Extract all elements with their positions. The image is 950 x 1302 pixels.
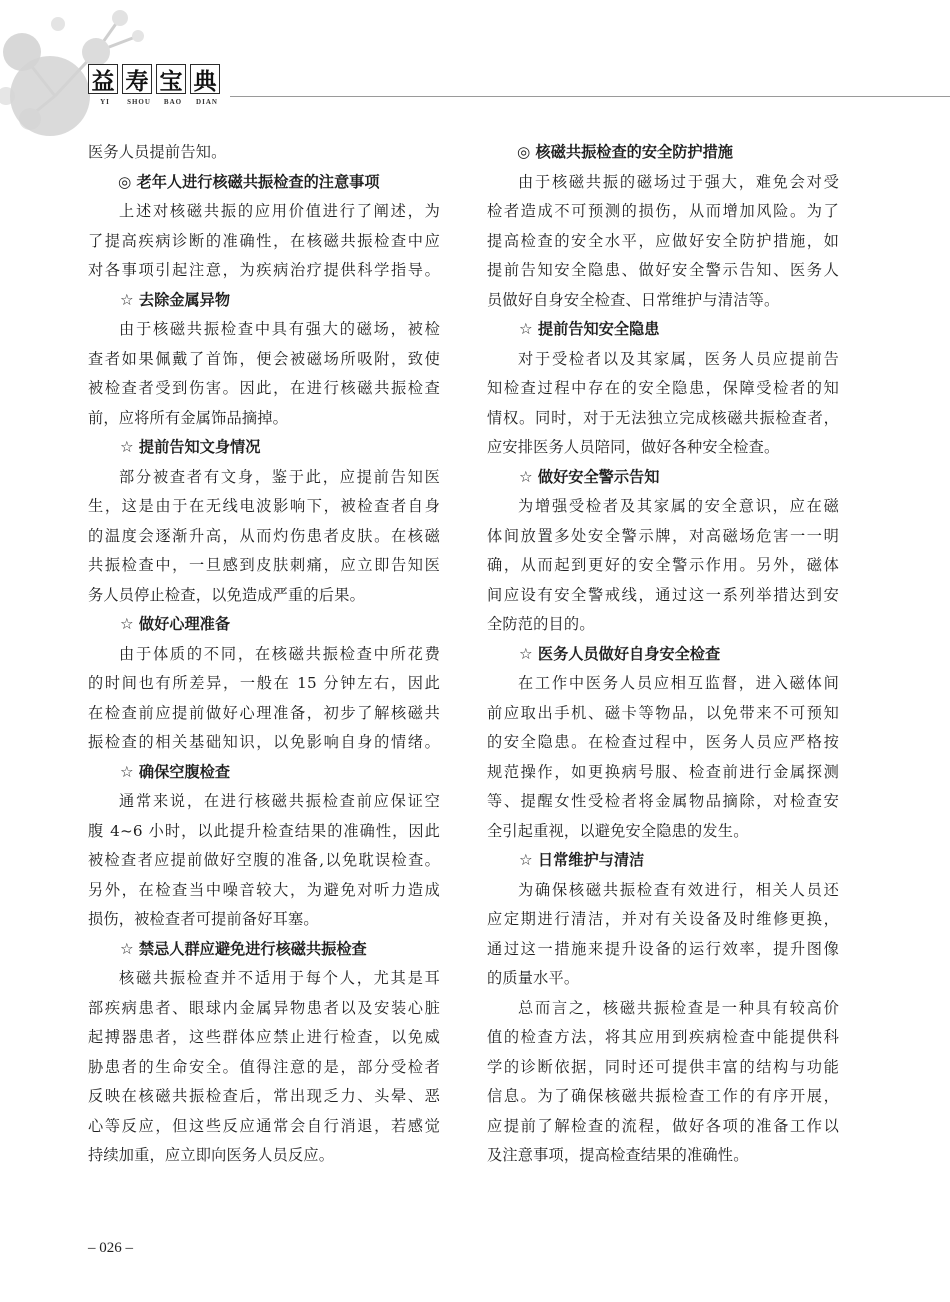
text-line: 共振检查中，一旦感到皮肤刺痛，应立即告知医 [88,556,440,574]
section-heading: ◎ 老年人进行核磁共振检查的注意事项 [118,172,380,191]
text-line: 对各事项引起注意，为疾病治疗提供科学指导。 [88,261,440,279]
text-line: 应定期进行清洁，并对有关设备及时维修更换， [487,910,839,928]
text-line: 等、提醒女性受检者将金属物品摘除，对检查安 [487,792,839,810]
subsection-heading: ☆ 提前告知安全隐患 [519,320,660,338]
text-line: 另外，在检查当中噪音较大，为避免对听力造成 [88,880,440,899]
text-line: 及注意事项，提高检查结果的准确性。 [487,1146,749,1164]
text-line: 为增强受检者及其家属的安全意识，应在磁 [518,497,839,515]
text-line: 由于核磁共振的磁场过于强大，难免会对受 [518,172,839,191]
magazine-logo [88,64,224,106]
text-line: 通过这一措施来提升设备的运行效率，提升图像 [487,939,839,958]
text-line: 学的诊断依据，同时还可提供丰富的结构与功能 [487,1057,839,1076]
text-line: 查者如果佩戴了首饰，便会被磁场所吸附，致使 [88,349,440,368]
logo-pinyin: BAO [163,98,183,106]
text-line: 应安排医务人员陪同，做好各种安全检查。 [487,438,780,456]
text-line: 生，这是由于在无线电波影响下，被检查者自身 [88,497,440,515]
text-line: 提高检查的安全水平，应做好安全防护措施，如 [487,231,839,250]
text-line: 了提高疾病诊断的准确性，在核磁共振检查中应 [88,231,440,250]
logo-pinyin: DIAN [196,98,218,106]
text-line: 部疾病患者、眼球内金属异物患者以及安装心脏 [88,998,440,1017]
text-line: 间应设有安全警戒线，通过这一系列举措达到安 [487,585,839,604]
text-line: 务人员停止检查，以免造成严重的后果。 [88,585,365,604]
text-line: 确，从而起到更好的安全警示作用。另外，磁体 [487,556,839,574]
text-line: 通常来说，在进行核磁共振检查前应保证空 [119,792,440,810]
text-line: 反映在核磁共振检查后，常出现乏力、头晕、恶 [88,1087,440,1105]
logo-pinyin: YI [100,98,110,106]
text-line: 信息。为了确保核磁共振检查工作的有序开展， [487,1087,839,1105]
text-line: 振检查的相关基础知识，以免影响自身的情绪。 [88,733,440,751]
logo-pinyin: SHOU [127,98,151,106]
text-line: 被检查者应提前做好空腹的准备,以免耽误检查。 [88,851,440,869]
subsection-heading: ☆ 做好心理准备 [120,615,231,633]
text-line: 提前告知安全隐患、做好安全警示告知、医务人 [487,261,839,279]
text-line: 体间放置多处安全警示牌，对高磁场危害一一明 [487,526,839,545]
subsection-heading: ☆ 做好安全警示告知 [519,467,660,486]
text-line: 损伤，被检查者可提前备好耳塞。 [88,910,319,928]
text-line: 为确保核磁共振检查有效进行，相关人员还 [518,880,839,899]
text-line: 部分被查者有文身，鉴于此，应提前告知医 [119,467,440,486]
text-line: 医务人员提前告知。 [88,143,227,161]
text-line: 全防范的目的。 [487,615,595,633]
subsection-heading: ☆ 确保空腹检查 [120,762,231,781]
text-line: 在工作中医务人员应相互监督，进入磁体间 [518,674,839,692]
left-column [88,138,440,1171]
text-line: 腹 4~6 小时，以此提升检查结果的准确性，因此 [88,821,440,840]
right-column [487,138,839,1171]
subsection-heading: ☆ 医务人员做好自身安全检查 [519,644,721,663]
subsection-heading: ☆ 提前告知文身情况 [120,438,261,456]
text-line: 应提前了解检查的流程，做好各项的准备工作以 [487,1116,839,1135]
subsection-heading: ☆ 去除金属异物 [120,290,231,309]
text-line: 的质量水平。 [487,969,580,987]
text-line: 的温度会逐渐升高，从而灼伤患者皮肤。在核磁 [88,526,440,545]
logo-character: 典 [190,64,220,94]
subsection-heading: ☆ 日常维护与清洁 [519,851,645,869]
text-line: 情权。同时，对于无法独立完成核磁共振检查者， [487,408,839,427]
text-line: 全引起重视，以避免安全隐患的发生。 [487,821,749,840]
text-line: 由于体质的不同，在核磁共振检查中所花费 [119,644,440,663]
text-line: 心等反应，但这些反应通常会自行消退，若感觉 [88,1116,440,1135]
logo-character: 宝 [156,64,186,94]
text-line: 上述对核磁共振的应用价值进行了阐述，为 [119,202,440,220]
text-line: 的安全隐患。在检查过程中，医务人员应严格按 [487,733,839,751]
header-rule [230,96,950,97]
text-line: 前应取出手机、磁卡等物品，以免带来不可预知 [487,703,839,722]
logo-character: 寿 [122,64,152,94]
text-line: 规范操作，如更换病号服、检查前进行金属探测 [487,762,839,781]
text-line: 值的检查方法，将其应用到疾病检查中能提供科 [487,1028,839,1046]
text-line: 持续加重，应立即向医务人员反应。 [88,1146,335,1164]
page-number: – 026 – [88,1240,133,1256]
text-line: 核磁共振检查并不适用于每个人，尤其是耳 [119,969,440,987]
text-line: 胁患者的生命安全。值得注意的是，部分受检者 [88,1057,440,1076]
text-line: 在检查前应提前做好心理准备，初步了解核磁共 [88,703,440,722]
subsection-heading: ☆ 禁忌人群应避免进行核磁共振检查 [120,939,367,958]
text-line: 起搏器患者，这些群体应禁止进行检查，以免威 [88,1028,440,1046]
text-line: 对于受检者以及其家属，医务人员应提前告 [518,349,839,368]
text-line: 检者造成不可预测的损伤，从而增加风险。为了 [487,202,839,220]
logo-character: 益 [88,64,118,94]
text-line: 员做好自身安全检查、日常维护与清洁等。 [487,290,780,309]
section-heading: ◎ 核磁共振检查的安全防护措施 [517,143,733,161]
text-line: 由于核磁共振检查中具有强大的磁场，被检 [119,320,440,338]
text-line: 被检查者受到伤害。因此，在进行核磁共振检查 [88,379,440,397]
text-line: 的时间也有所差异，一般在 15 分钟左右，因此 [88,674,440,692]
text-line: 知检查过程中存在的安全隐患，保障受检者的知 [487,379,839,397]
text-line: 前，应将所有金属饰品摘掉。 [88,408,289,427]
text-line: 总而言之，核磁共振检查是一种具有较高价 [518,998,839,1017]
